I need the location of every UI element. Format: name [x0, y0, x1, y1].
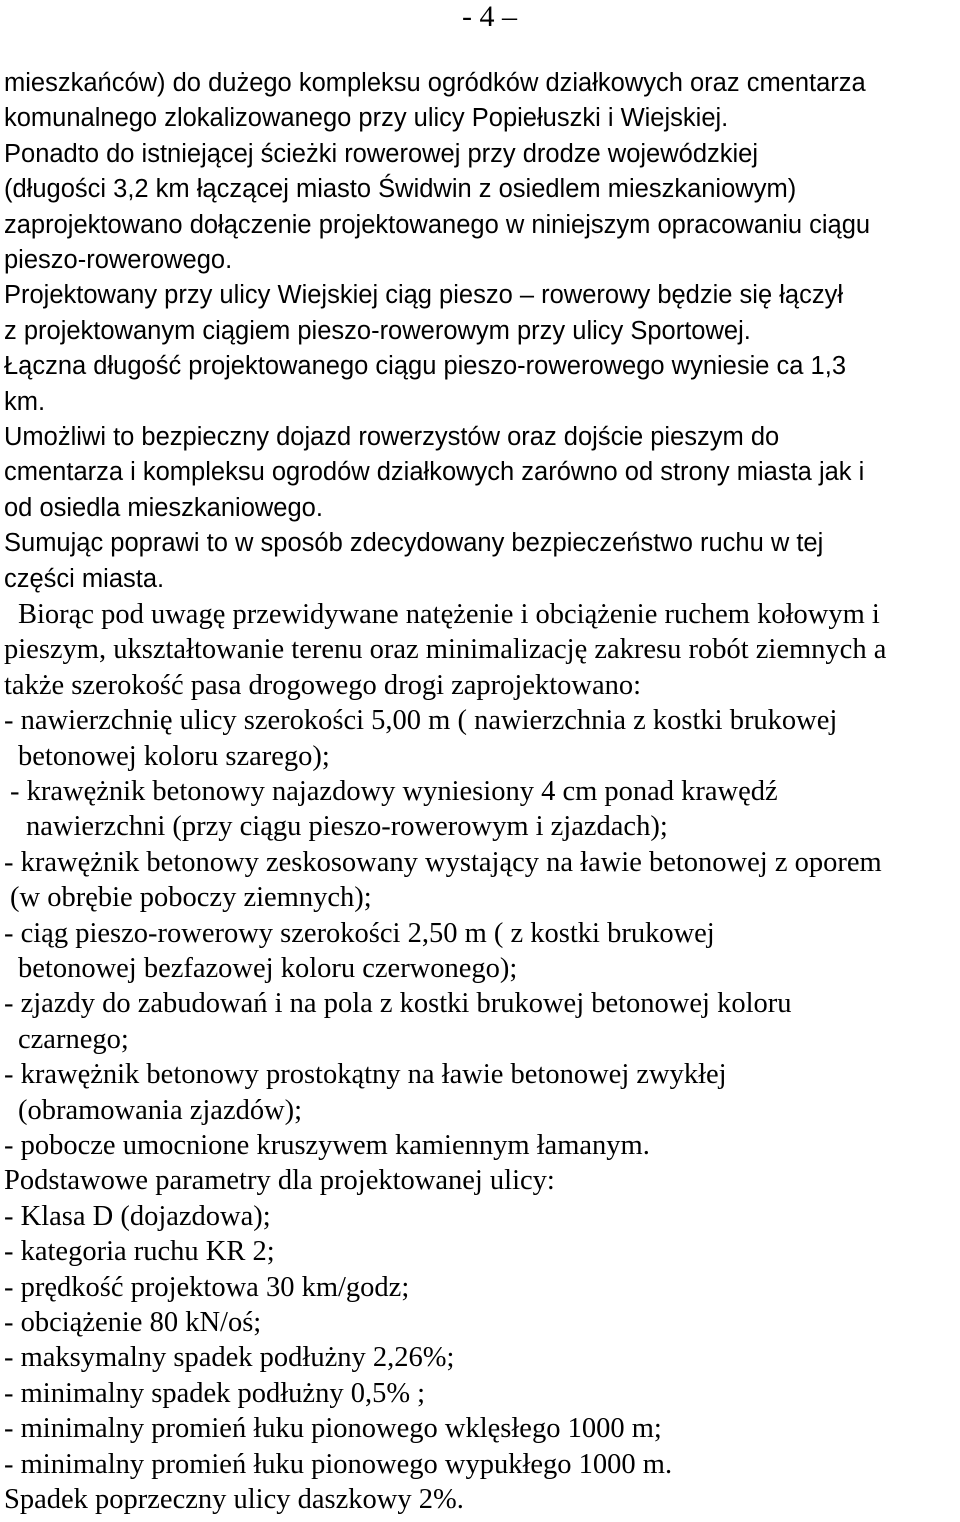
text-line: Umożliwi to bezpieczny dojazd rowerzystów oraz dojście pieszym do: [4, 423, 780, 451]
text-line: Łączna długość projektowanego ciągu pieszo-rowerowego wyniesie ca 1,3: [4, 352, 846, 381]
text-line: części miasta.: [4, 564, 165, 593]
text-line: mieszkańców) do dużego kompleksu ogródków działkowych oraz cmentarza: [4, 69, 866, 97]
text-line: (w obrębie poboczy ziemnych);: [10, 882, 372, 914]
text-line: betonowej koloru szarego);: [18, 740, 330, 772]
text-line: - prędkość projektowa 30 km/godz;: [4, 1271, 410, 1303]
text-line: - nawierzchnię ulicy szerokości 5,00 m ( nawierzchnia z kostki brukowej: [4, 705, 838, 737]
text-line: zaprojektowano dołączenie projektowanego w niniejszym opracowaniu ciągu: [4, 210, 871, 239]
text-line: - krawężnik betonowy zeskosowany wystający na ławie betonowej z oporem: [4, 846, 882, 878]
text-line: (długości 3,2 km łączącej miasto Świdwin z osiedlem mieszkaniowym): [4, 175, 797, 204]
page-number: - 4 –: [462, 0, 517, 33]
text-line: - minimalny promień łuku pionowego wypukłego 1000 m.: [4, 1448, 673, 1480]
text-line: km.: [4, 387, 46, 416]
text-line: czarnego;: [18, 1023, 129, 1055]
text-line: - ciąg pieszo-rowerowy szerokości 2,50 m ( z kostki brukowej: [4, 917, 715, 949]
text-line: pieszym, ukształtowanie terenu oraz minimalizację zakresu robót ziemnych a: [4, 634, 887, 666]
text-line: Projektowany przy ulicy Wiejskiej ciąg pieszo – rowerowy będzie się łączył: [4, 281, 843, 310]
text-line: Sumując poprawi to w sposób zdecydowany bezpieczeństwo ruchu w tej: [4, 529, 824, 558]
text-line: cmentarza i kompleksu ogrodów działkowych zarówno od strony miasta jak i: [4, 458, 865, 487]
text-line: nawierzchni (przy ciągu pieszo-rowerowym i zjazdach);: [26, 811, 668, 843]
text-line: komunalnego zlokalizowanego przy ulicy Popiełuszki i Wiejskiej.: [4, 104, 729, 133]
text-line: Spadek poprzeczny ulicy daszkowy 2%.: [4, 1484, 464, 1515]
text-line: pieszo-rowerowego.: [4, 246, 233, 274]
text-line: także szerokość pasa drogowego drogi zaprojektowano:: [4, 669, 642, 701]
text-line: (obramowania zjazdów);: [18, 1094, 303, 1126]
text-line: betonowej bezfazowej koloru czerwonego);: [18, 953, 518, 984]
text-line: - krawężnik betonowy najazdowy wyniesiony 4 cm ponad krawędź: [10, 776, 778, 807]
text-line: Podstawowe parametry dla projektowanej ulicy:: [4, 1165, 555, 1197]
text-line: - pobocze umocnione kruszywem kamiennym łamanym.: [4, 1130, 650, 1161]
text-line: - minimalny spadek podłużny 0,5% ;: [4, 1377, 426, 1409]
text-line: od osiedla mieszkaniowego.: [4, 493, 323, 522]
text-line: - kategoria ruchu KR 2;: [4, 1236, 275, 1268]
text-line: z projektowanym ciągiem pieszo-rowerowym przy ulicy Sportowej.: [4, 316, 751, 345]
text-line: - Klasa D (dojazdowa);: [4, 1200, 271, 1232]
text-line: Biorąc pod uwagę przewidywane natężenie i obciążenie ruchem kołowym i: [18, 599, 880, 630]
text-line: - maksymalny spadek podłużny 2,26%;: [4, 1342, 455, 1374]
text-line: - krawężnik betonowy prostokątny na ławie betonowej zwykłej: [4, 1059, 727, 1091]
text-line: - minimalny promień łuku pionowego wklęsłego 1000 m;: [4, 1413, 662, 1445]
text-line: - zjazdy do zabudowań i na pola z kostki brukowej betonowej koloru: [4, 988, 792, 1020]
text-line: Ponadto do istniejącej ścieżki rowerowej przy drodze wojewódzkiej: [4, 139, 759, 168]
text-line: - obciążenie 80 kN/oś;: [4, 1307, 262, 1338]
